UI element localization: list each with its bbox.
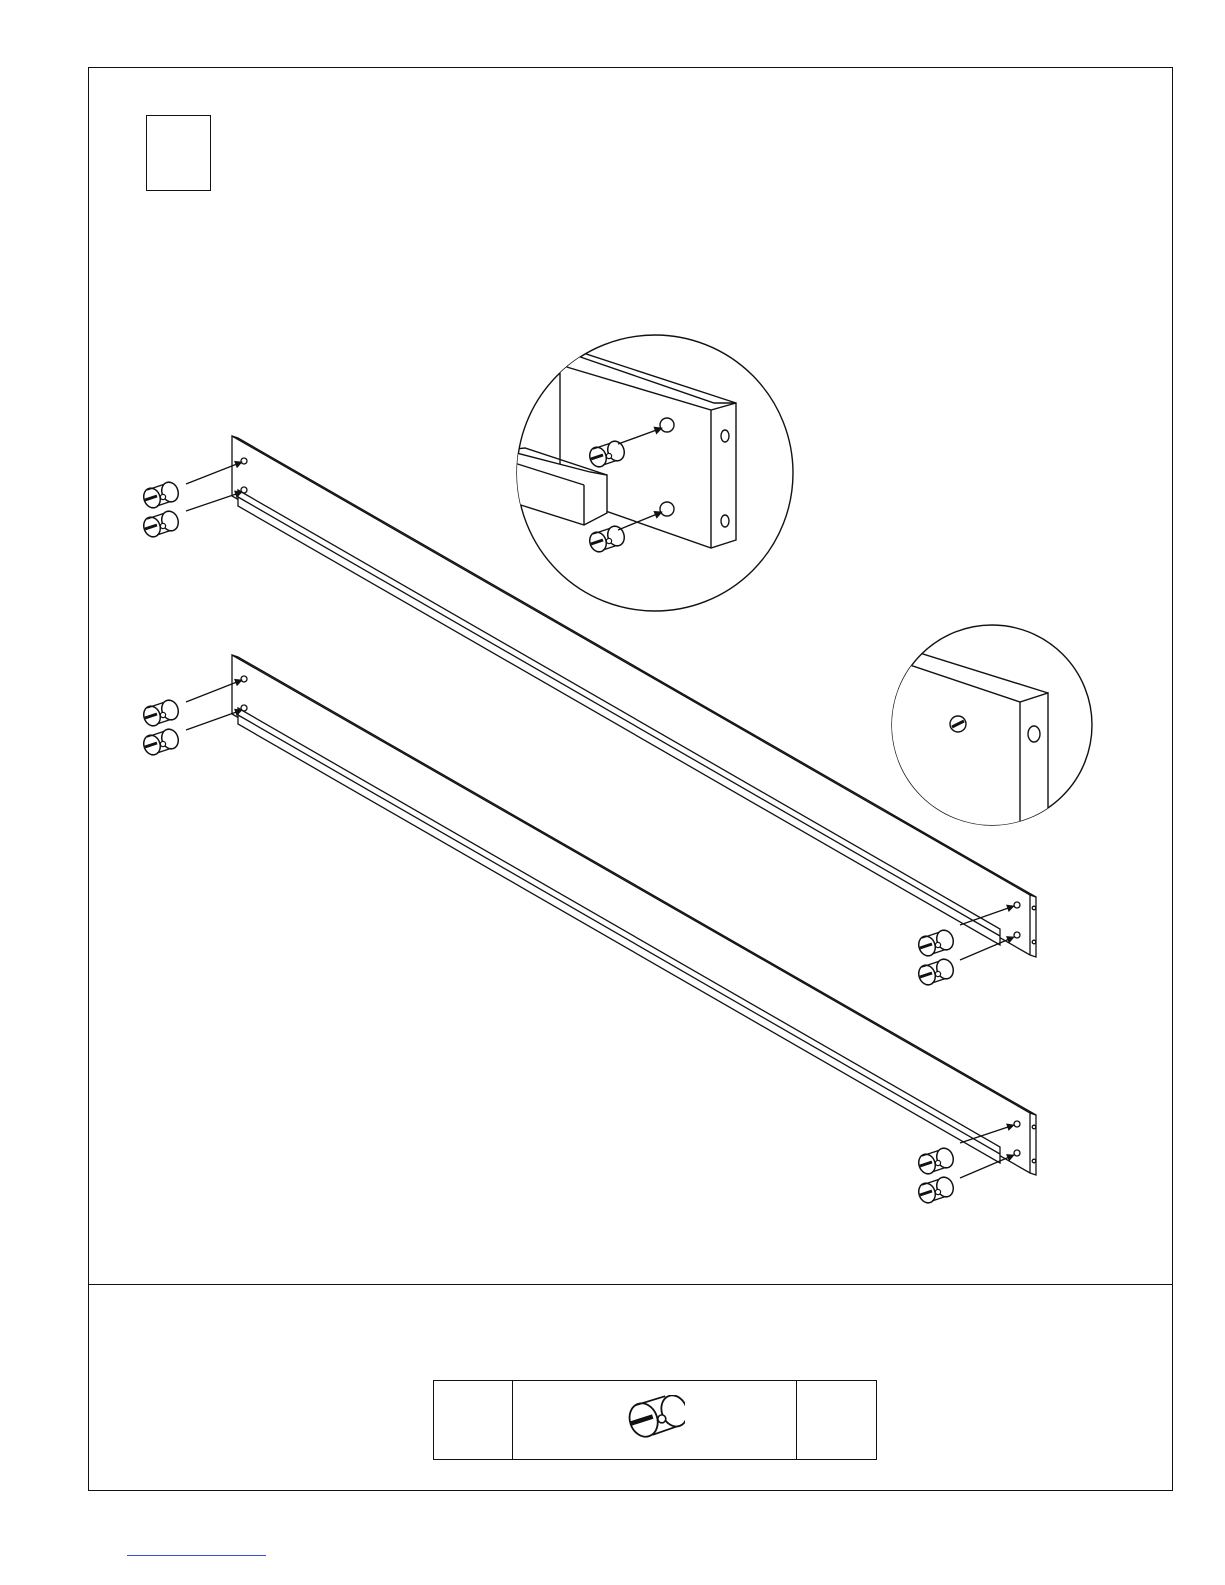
- part-letter-cell: [434, 1381, 513, 1459]
- part-quantity-cell: [797, 1381, 876, 1459]
- cam-bolt-icon: [141, 698, 181, 728]
- cam-bolt-icon: [916, 1146, 956, 1176]
- cam-bolt-icon: [916, 957, 956, 987]
- part-picture-cell: [513, 1381, 797, 1459]
- detail-view-installed: [880, 625, 1092, 840]
- cam-bolt-icon: [141, 727, 181, 757]
- cam-bolt-icon: [141, 509, 181, 539]
- bolt-group-lower-left: [141, 680, 242, 757]
- cam-bolt-icon: [625, 1395, 685, 1445]
- detail-view-insertion: [505, 335, 793, 611]
- cam-bolt-icon: [916, 928, 956, 958]
- parts-table: [433, 1380, 877, 1460]
- cam-bolt-icon: [141, 480, 181, 510]
- footer-link-underline[interactable]: [127, 1555, 266, 1556]
- bolt-group-upper-left: [141, 462, 242, 539]
- cam-bolt-icon: [916, 1175, 956, 1205]
